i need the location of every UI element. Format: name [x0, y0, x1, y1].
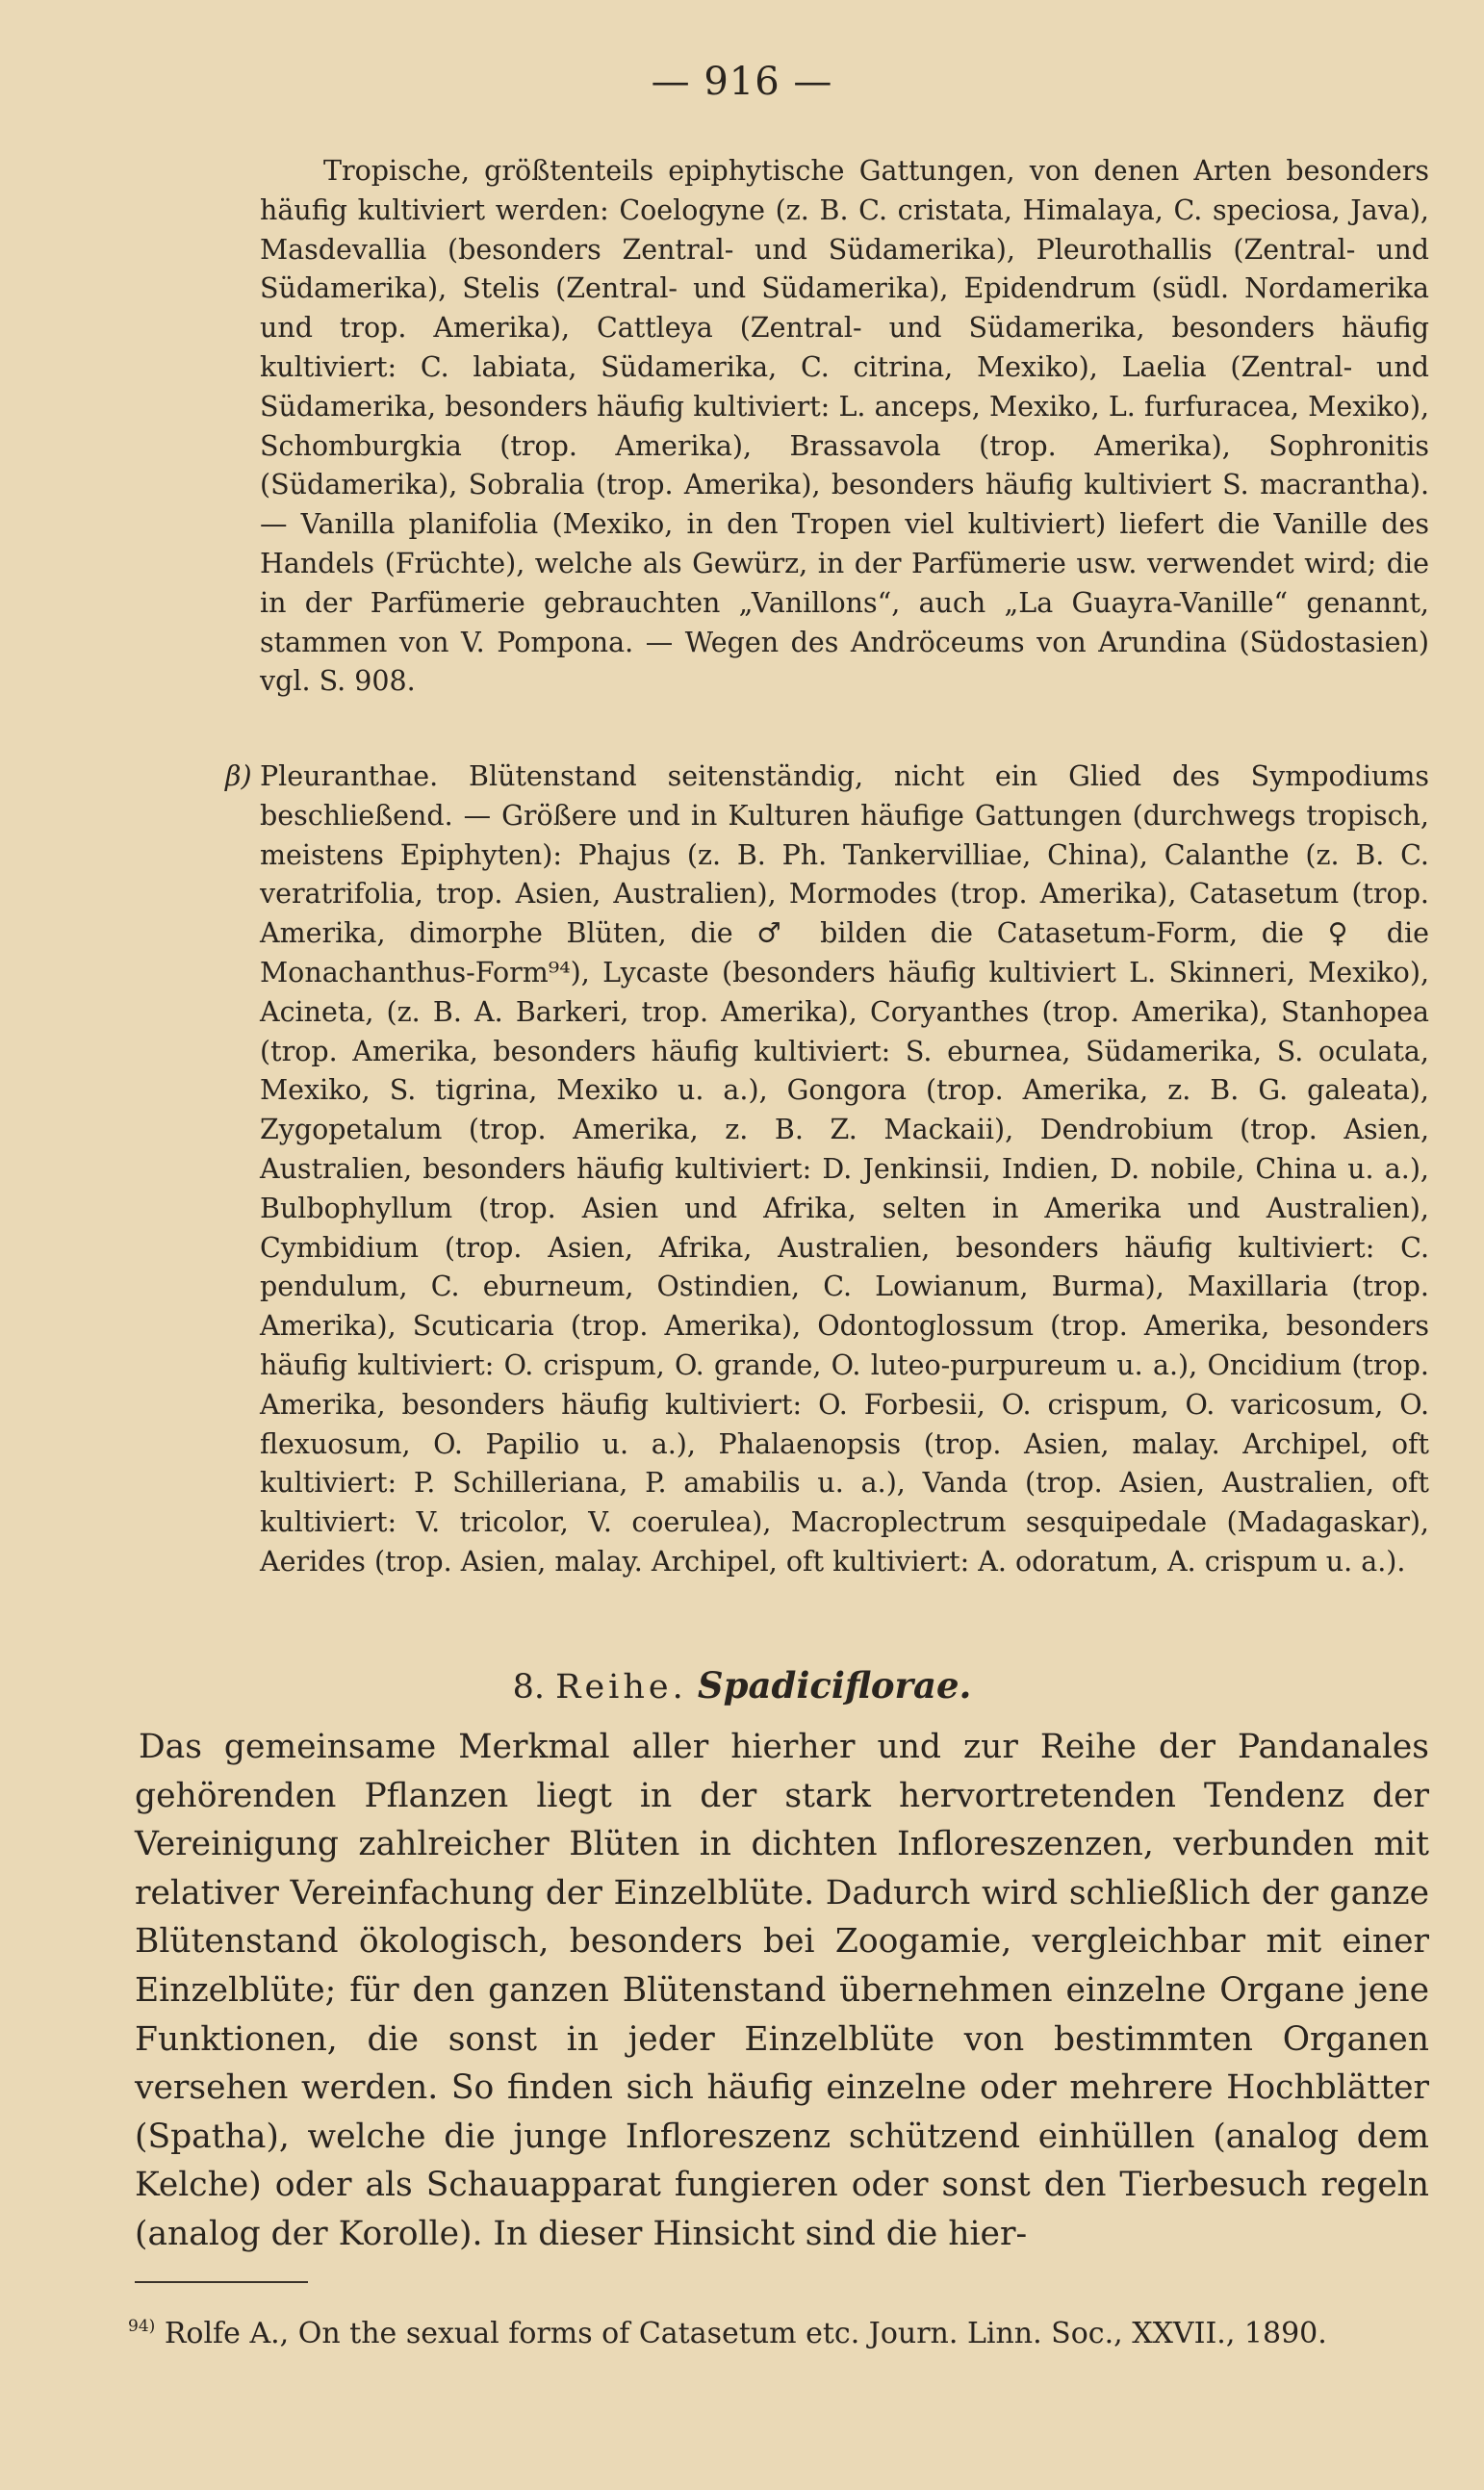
paragraph-1-text: Tropische, größtenteils epiphytische Gattungen, von denen Arten besonders häufig kultiviert werden: Coelogyne (z. B. C. cristata, Himalaya, C. speciosa, Java), Masdevallia (besonders Zentral- und Südamerika), Pleurothallis (Zentral- und Südamerika), Stelis (Zentral- und Südamerika), Epidendrum (südl. Nordamerika und trop. Amerika), Cattleya (Zentral- und Südamerika, besonders häufig kultiviert: C. labiata, Südamerika, C. citrina, Mexiko), Laelia (Zentral- und Südamerika, besonders häufig kultiviert: L. anceps, Mexiko, L. furfuracea, Mexiko), Schomburgkia (trop. Amerika), Brassavola (trop. Amerika), Sophronitis (Südamerika), Sobralia (trop. Amerika), besonders häufig kultiviert S. macrantha). — Vanilla planifolia (Mexiko, in den Tropen viel kultiviert) liefert die Vanille des Handels (Früchte), welche als Gewürz, in der Parfümerie usw. verwendet wird; die in der Parfümerie gebrauchten „Vanillons“, auch „La Guayra-Vanille“ genannt, stammen von V. Pompona. — Wegen des Andröceums von Arundina (Südostasien) vgl. S. 908. — [260, 155, 1429, 698]
paragraph-pleuranthae — [225, 757, 1429, 1582]
section-title: Spadiciflorae. — [697, 1664, 972, 1707]
section-number: 8. — [512, 1668, 545, 1707]
paragraph-3-text: Das gemeinsame Merkmal aller hierher und zur Reihe der Pandanales gehörenden Pflanzen liegt in der stark hervortretenden Tendenz der Vereinigung zahlreicher Blüten in dichten Infloreszenzen, verbunden mit relativer Vereinfachung der Einzelblüte. Dadurch wird schließlich der ganze Blütenstand ökologisch, besonders bei Zoogamie, vergleichbar mit einer Einzelblüte; für den ganzen Blütenstand übernehmen einzelne Organe jene Funktionen, die sonst in jeder Einzelblüte von bestimmten Organen versehen werden. So finden sich häufig einzelne oder mehrere Hochblätter (Spatha), welche die junge Infloreszenz schützend einhüllen (analog dem Kelche) oder als Schauapparat fungieren oder sonst den Tierbesuch regeln (analog der Korolle). In dieser Hinsicht sind die hier- — [135, 1728, 1429, 2253]
footnote-text: Rolfe A., On the sexual forms of Catasetum etc. Journ. Linn. Soc., XXVII., 1890. — [164, 2317, 1327, 2350]
footnote — [128, 2308, 1437, 2352]
paragraph-spadiciflorae — [135, 1723, 1429, 2259]
footnote-marker: 94) — [128, 2317, 156, 2336]
paragraph-2-text: Pleuranthae. Blütenstand seitenständig, nicht ein Glied des Sympodiums beschließend. — Größere und in Kulturen häufige Gattungen (durchwegs tropisch, meistens Epiphyten): Phajus (z. B. Ph. Tankervilliae, China), Calanthe (z. B. C. veratrifolia, trop. Asien, Australien), Mormodes (trop. Amerika), Catasetum (trop. Amerika, dimorphe Blüten, die ♂ bilden die Catasetum-Form, die ♀ die Monachanthus-Form⁹⁴), Lycaste (besonders häufig kultiviert L. Skinneri, Mexiko), Acineta, (z. B. A. Barkeri, trop. Amerika), Coryanthes (trop. Amerika), Stanhopea (trop. Amerika, besonders häufig kultiviert: S. eburnea, Südamerika, S. oculata, Mexiko, S. tigrina, Mexiko u. a.), Gongora (trop. Amerika, z. B. G. galeata), Zygopetalum (trop. Amerika, z. B. Z. Mackaii), Dendrobium (trop. Asien, Australien, besonders häufig kultiviert: D. Jenkinsii, Indien, D. nobile, China u. a.), Bulbophyllum (trop. Asien und Afrika, selten in Amerika und Australien), Cymbidium (trop. Asien, Afrika, Australien, besonders häufig kultiviert: C. pendulum, C. eburneum, Ostindien, C. Lowianum, Burma), Maxillaria (trop. Amerika), Scuticaria (trop. Amerika), Odontoglossum (trop. Amerika, besonders häufig kultiviert: O. crispum, O. grande, O. luteo-purpureum u. a.), Oncidium (trop. Amerika, besonders häufig kultiviert: O. Forbesii, O. crispum, O. varicosum, O. flexuosum, O. Papilio u. a.), Phalaenopsis (trop. Asien, malay. Archipel, oft kultiviert: P. Schilleriana, P. amabilis u. a.), Vanda (trop. Asien, Australien, oft kultiviert: V. tricolor, V. coerulea), Macroplectrum sesquipedale (Madagaskar), Aerides (trop. Asien, malay. Archipel, oft kultiviert: A. odoratum, A. crispum u. a.). — [260, 760, 1429, 1578]
paragraph-genera-acranthae — [260, 152, 1429, 702]
section-label: Reihe. — [555, 1668, 687, 1707]
section-heading — [0, 1664, 1484, 1707]
list-marker-beta: β) — [225, 760, 252, 792]
page-number: — 916 — — [651, 60, 833, 104]
footnote-divider — [135, 2281, 308, 2283]
